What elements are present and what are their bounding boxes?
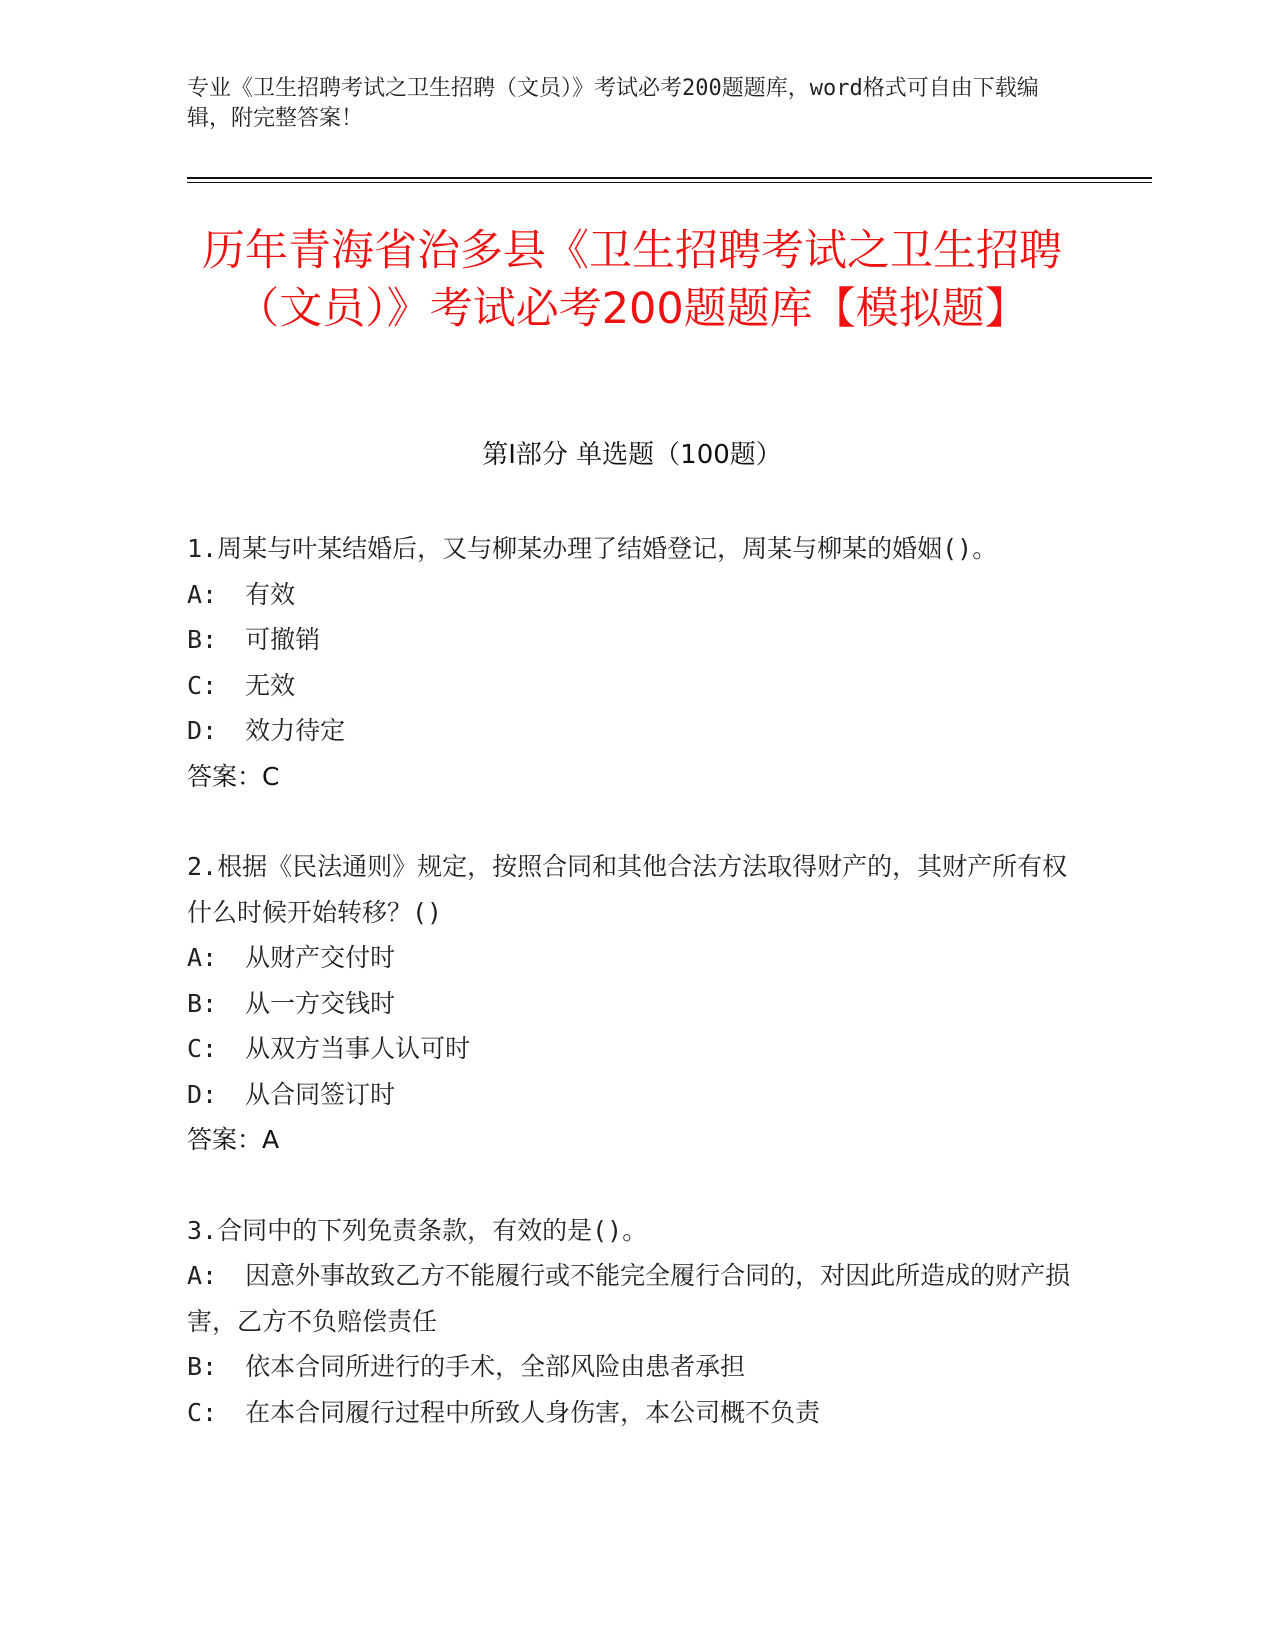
- option-a: [187, 935, 1077, 981]
- option-text: 从合同签订时: [245, 1079, 396, 1109]
- option-text: 因意外事故致乙方不能履行或不能完全履行合同的，对因此所造成的财产损害，乙方不负赔偿责任: [187, 1261, 1071, 1336]
- question-stem: 2.根据《民法通则》规定，按照合同和其他合法方法取得财产的，其财产所有权什么时候开始转移？(): [187, 852, 1068, 927]
- option-text: 从一方交钱时: [245, 988, 396, 1018]
- option-d: [187, 708, 1077, 754]
- option-letter: D:: [187, 716, 218, 745]
- option-text: 依本合同所进行的手术，全部风险由患者承担: [245, 1352, 746, 1381]
- option-c: [187, 663, 1077, 709]
- option-letter: A:: [187, 1261, 218, 1290]
- option-text: 在本合同履行过程中所致人身伤害，本公司概不负责: [245, 1397, 821, 1427]
- option-letter: A:: [187, 579, 218, 609]
- answer-label: 答案：: [187, 761, 263, 791]
- option-text: 无效: [245, 670, 296, 700]
- header-rule-thin: [187, 182, 1152, 183]
- option-c: [187, 1026, 1077, 1072]
- option-letter: B:: [187, 625, 218, 654]
- option-letter: C:: [187, 670, 218, 700]
- header-rule-thick: [187, 177, 1152, 179]
- question-1: [187, 526, 1077, 799]
- option-letter: C:: [187, 1034, 218, 1063]
- answer-line: [187, 1117, 1077, 1163]
- header-note: 专业《卫生招聘考试之卫生招聘（文员）》考试必考200题题库，word格式可自由下载编辑，附完整答案！: [187, 76, 1039, 131]
- option-a: [187, 572, 1077, 618]
- section-title: 第Ⅰ部分 单选题（100题）: [482, 440, 782, 470]
- option-c: [187, 1390, 1077, 1436]
- option-letter: C:: [187, 1397, 218, 1427]
- question-list: [187, 526, 1077, 1435]
- option-text: 从双方当事人认可时: [245, 1034, 471, 1063]
- question-3: [187, 1208, 1077, 1436]
- option-letter: D:: [187, 1079, 218, 1109]
- question-stem: 3.合同中的下列免责条款，有效的是()。: [187, 1215, 648, 1245]
- option-letter: A:: [187, 943, 218, 972]
- option-text: 从财产交付时: [245, 943, 396, 972]
- option-text: 可撤销: [245, 625, 321, 654]
- answer-value: C: [262, 761, 280, 791]
- answer-label: 答案：: [187, 1125, 263, 1154]
- question-2: [187, 844, 1077, 1163]
- option-b: [187, 1344, 1077, 1390]
- option-letter: B:: [187, 1352, 218, 1381]
- option-b: [187, 981, 1077, 1027]
- option-b: [187, 617, 1077, 663]
- option-text: 有效: [245, 579, 296, 609]
- question-stem: 1.周某与叶某结婚后，又与柳某办理了结婚登记，周某与柳某的婚姻()。: [187, 534, 998, 563]
- document-title: 历年青海省治多县《卫生招聘考试之卫生招聘（文员）》考试必考200题题库【模拟题】: [202, 226, 1062, 334]
- option-letter: B:: [187, 988, 218, 1018]
- answer-line: [187, 754, 1077, 800]
- option-text: 效力待定: [245, 716, 346, 745]
- answer-value: A: [262, 1125, 280, 1154]
- option-a: [187, 1253, 1077, 1344]
- option-d: [187, 1072, 1077, 1118]
